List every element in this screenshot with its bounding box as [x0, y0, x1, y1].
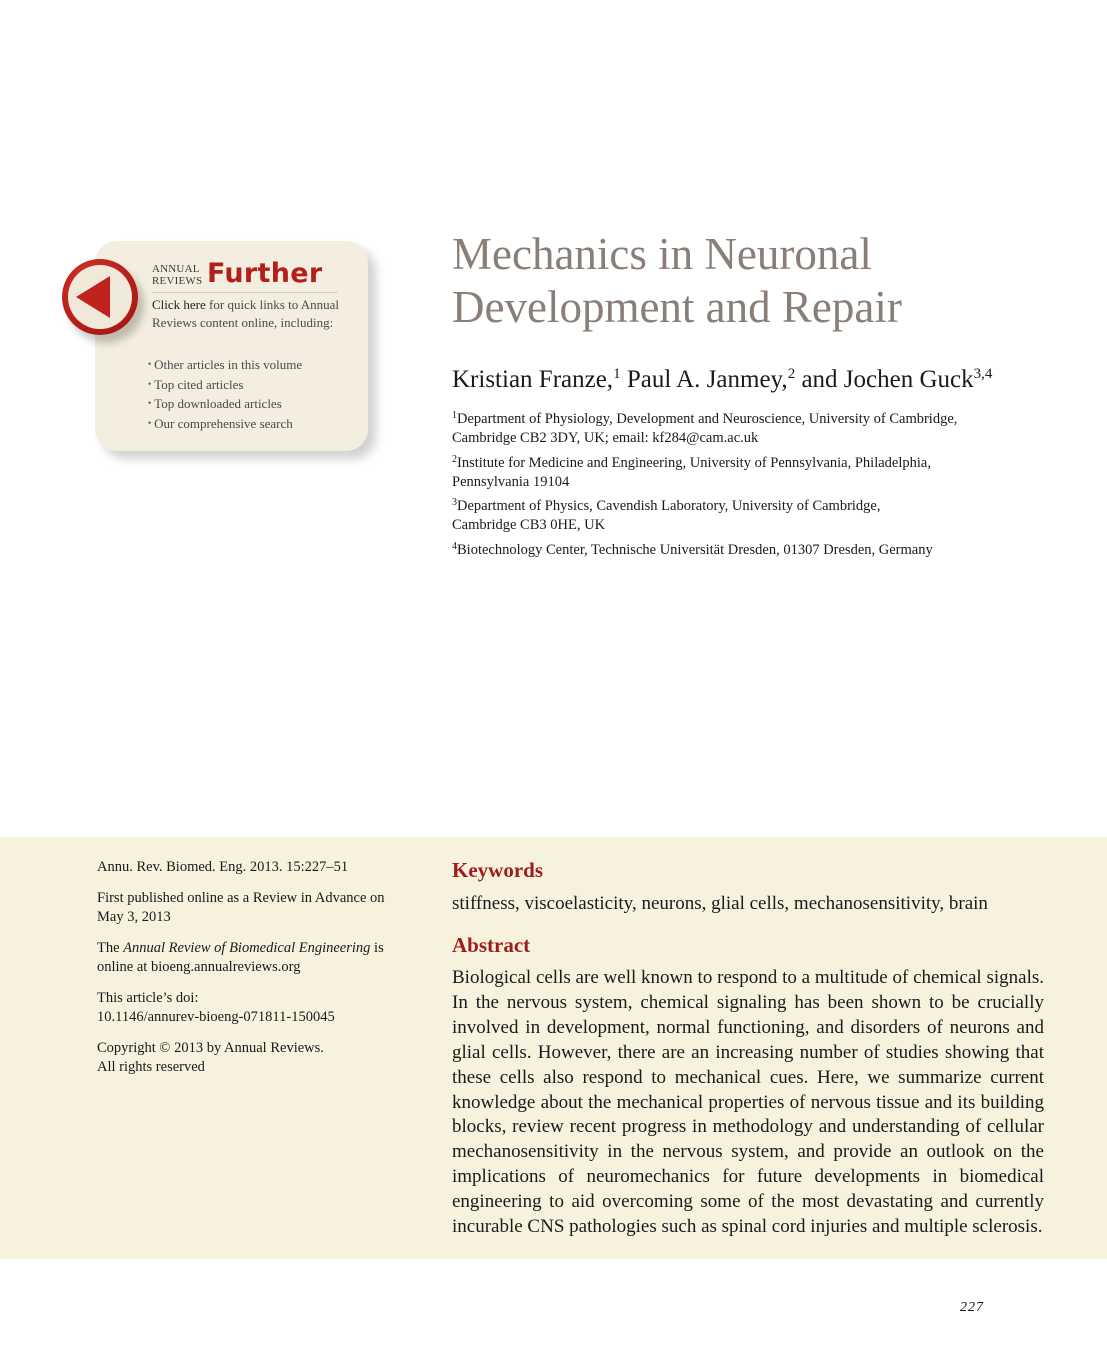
title-line-1: Mechanics in Neuronal	[452, 229, 872, 279]
title-line-2: Development and Repair	[452, 282, 902, 332]
journal-url[interactable]: online at bioeng.annualreviews.org	[97, 959, 301, 975]
abstract-text: Biological cells are well known to respond to a multitude of chemical signals. In the nervous system, chemical signaling has been shown to be crucially involved in development, normal functioning, and disorders of neurons and glial cells. However, there are an increasing number of studies showing that these cells also respond to mechanical cues. Here, we summarize current knowledge about the mechanical properties of nervous tissue and its building blocks, review recent progress in methodology and understanding of cellular mechanosensitivity in the nervous system, and provide an outlook on the implications of neuromechanics for future developments in biomedical engineering to aid overcoming some of the most devastating and currently incurable CNS pathologies such as spinal cord injuries and multiple sclerosis.	[452, 967, 1044, 1238]
keywords-text: stiffness, viscoelasticity, neurons, glial cells, mechanosensitivity, brain	[452, 893, 988, 914]
further-intro-text: for quick links to Annual Reviews content online, including:	[152, 297, 340, 330]
further-link-top-cited[interactable]: • Top cited articles	[148, 376, 302, 396]
first-published-line: First published online as a Review in Advance on	[97, 890, 385, 906]
author-affiliation-sup: 2	[787, 366, 796, 382]
affiliation-line: Cambridge CB3 0HE, UK	[452, 516, 606, 533]
doi-block	[97, 989, 417, 1027]
author-list	[452, 364, 1072, 396]
further-divider	[152, 292, 338, 293]
affiliation-3	[452, 497, 1052, 534]
citation: Annu. Rev. Biomed. Eng. 2013. 15:227–51	[97, 859, 349, 875]
affiliation-2	[452, 454, 1052, 491]
author-affiliation-sup: 1	[613, 366, 621, 382]
back-arrow-icon[interactable]	[62, 259, 138, 335]
page-number: 227	[960, 1300, 984, 1315]
article-title	[452, 228, 1072, 334]
affiliation-number: 2	[452, 454, 457, 465]
doi-label: This article’s doi:	[97, 990, 199, 1006]
journal-online	[97, 939, 417, 977]
affiliation-4	[452, 541, 1052, 560]
doi-value[interactable]: 10.1146/annurev-bioeng-071811-150045	[97, 1009, 335, 1025]
affiliation-line: Department of Physics, Cavendish Laboratory, University of Cambridge,	[457, 498, 881, 514]
author-name: Paul A. Janmey,	[626, 366, 788, 393]
affiliation-number: 1	[452, 410, 457, 421]
further-link-top-downloaded[interactable]: • Top downloaded articles	[148, 395, 302, 415]
journal-suffix: is	[370, 940, 384, 956]
affiliation-number: 3	[452, 497, 457, 508]
further-links-list	[148, 356, 302, 434]
further-link-search[interactable]: • Our comprehensive search	[148, 415, 302, 435]
click-here-link[interactable]: Click here	[152, 297, 206, 312]
copyright-block	[97, 1039, 417, 1077]
further-label: Further	[207, 258, 323, 289]
affiliation-1	[452, 410, 1052, 447]
author-name: and Jochen Guck	[801, 366, 974, 393]
first-published	[97, 889, 417, 927]
affiliation-line: Cambridge CB2 3DY, UK; email: kf284@cam.ac.uk	[452, 429, 759, 446]
author-name: Kristian Franze,	[452, 366, 614, 393]
affiliation-line: Biotechnology Center, Technische Universität Dresden, 01307 Dresden, Germany	[457, 542, 933, 558]
copyright: Copyright © 2013 by Annual Reviews.	[97, 1040, 324, 1056]
journal-name: Annual Review of Biomedical Engineering	[123, 940, 371, 956]
keywords-heading: Keywords	[452, 858, 543, 882]
affiliation-number: 4	[452, 541, 457, 552]
affiliation-line: Pennsylvania 19104	[452, 473, 570, 490]
further-link-other-articles[interactable]: • Other articles in this volume	[148, 356, 302, 376]
journal-prefix: The	[97, 940, 124, 956]
annual-label: ANNUAL	[152, 263, 200, 275]
reviews-label: REVIEWS	[152, 275, 203, 287]
first-published-date: May 3, 2013	[97, 909, 171, 925]
further-intro	[152, 296, 352, 331]
abstract-heading: Abstract	[452, 933, 531, 957]
annual-reviews-logo-text	[152, 263, 202, 287]
affiliation-line: Department of Physiology, Development and Neuroscience, University of Cambridge,	[457, 411, 958, 427]
author-affiliation-sup: 3,4	[973, 366, 993, 382]
affiliation-line: Institute for Medicine and Engineering, University of Pennsylvania, Philadelphia,	[457, 455, 931, 471]
rights: All rights reserved	[97, 1059, 205, 1075]
